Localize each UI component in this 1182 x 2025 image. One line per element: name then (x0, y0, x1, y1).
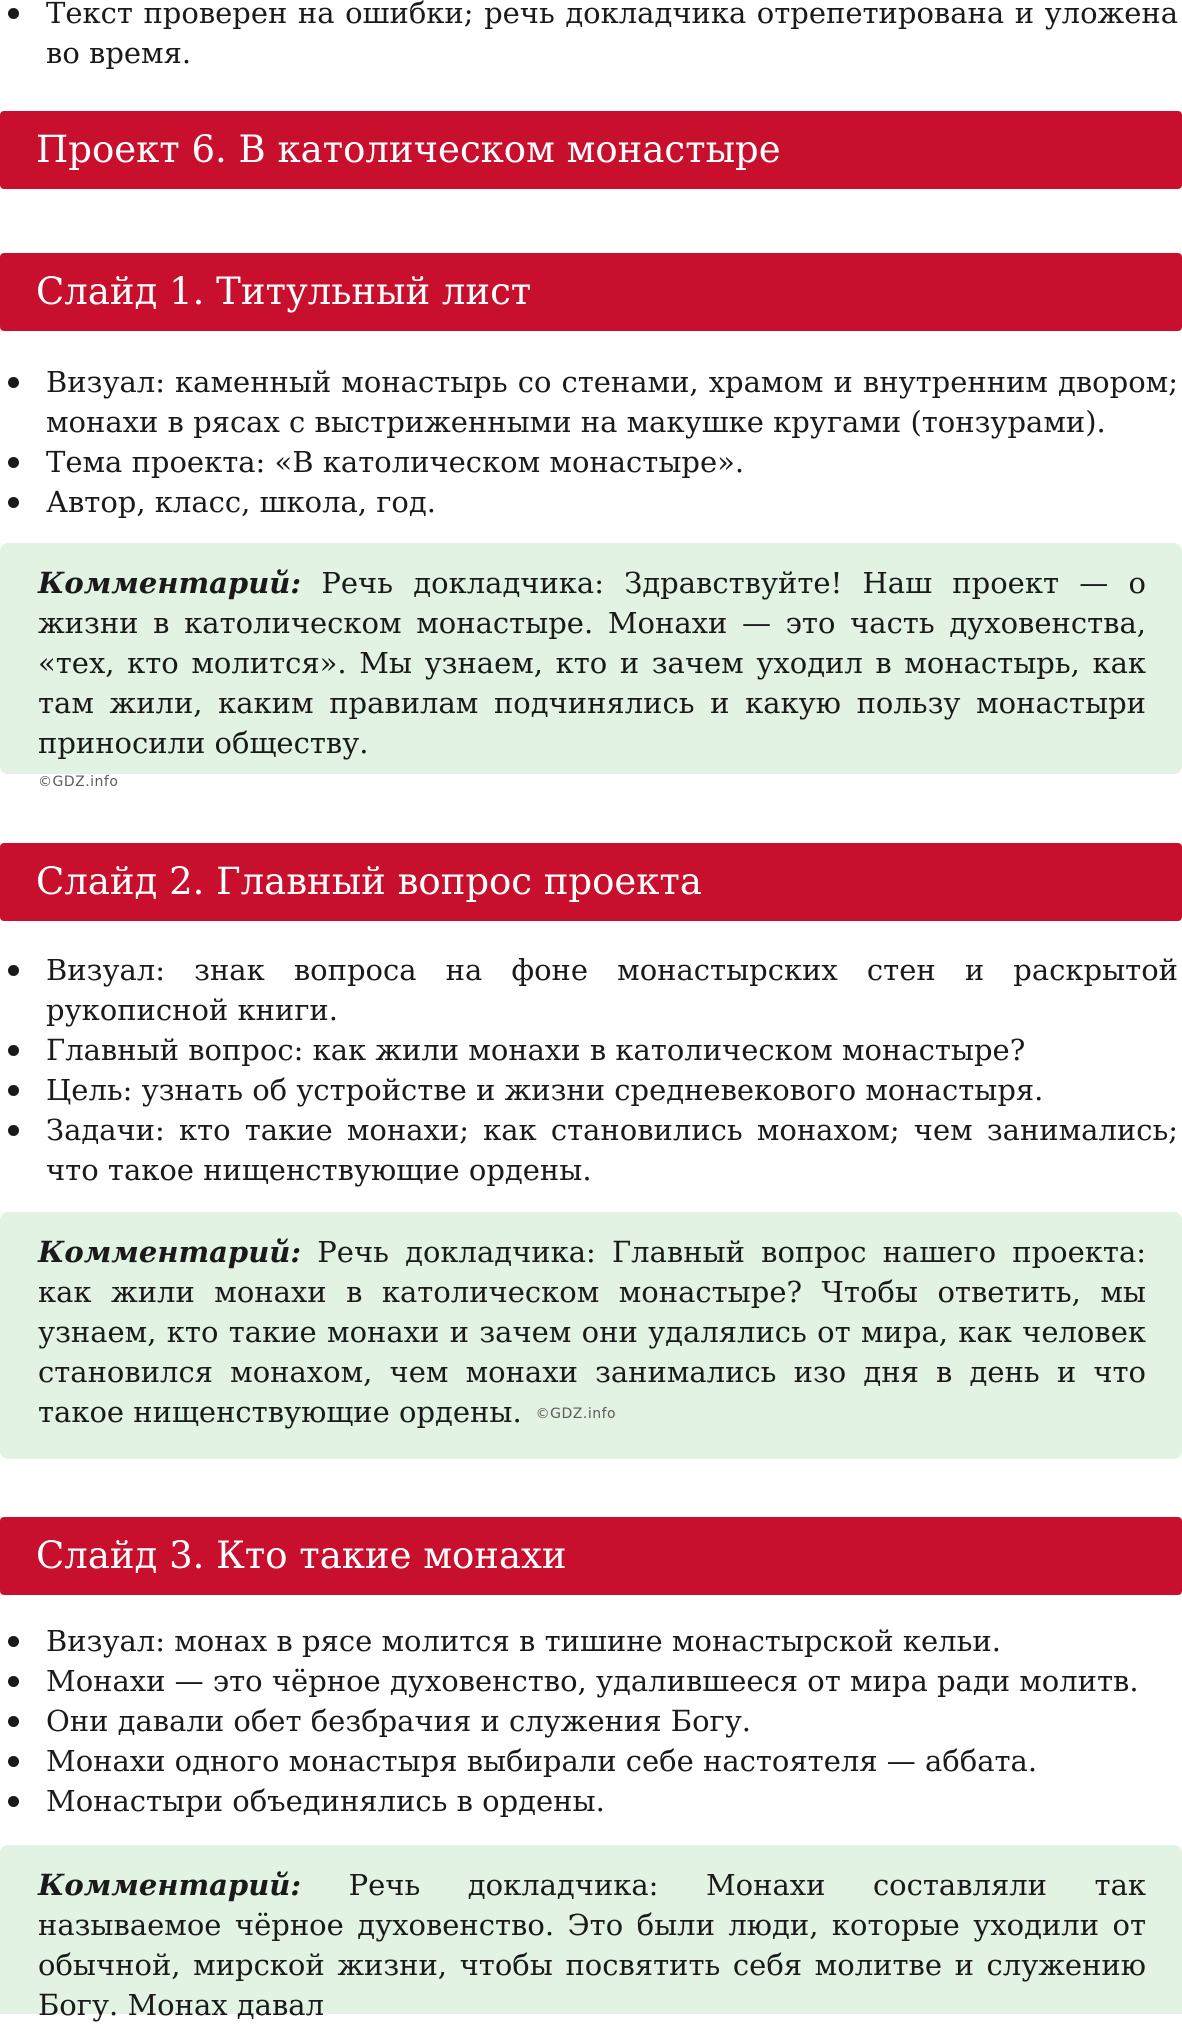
comment-label: Комментарий: (38, 1235, 302, 1269)
bullet-icon (8, 8, 19, 19)
list-item: Монахи — это чёрное духовенство, удалившееся от мира ради молитв. (0, 1661, 1182, 1701)
bullet-icon (8, 1125, 19, 1136)
comment-text: Речь докладчика: Монахи составляли так называемое чёрное духовенство. Это были люди, которые уходили от обычной, мирской жизни, чтобы посвятить себя молитве и служению Богу. Монах давал (38, 1868, 1146, 2022)
list-item: Визуал: монах в рясе молится в тишине монастырской кельи. (0, 1621, 1182, 1661)
slide-1-bullet-list (0, 362, 1182, 522)
list-item: Задачи: кто такие монахи; как становились монахом; чем занимались; что такое нищенствующие ордены. (0, 1110, 1182, 1190)
bullet-icon (8, 1796, 19, 1807)
comment-text: Речь докладчика: Здравствуйте! Наш проект — о жизни в католическом монастыре. Монахи — это часть духовенства, «тех, кто молится». Мы узнаем, кто и зачем уходил в монастырь, как там жили, каким правилам подчинялись и какую пользу монастыри приносили обществу. (38, 566, 1147, 760)
bullet-icon (8, 1636, 19, 1647)
bullet-icon (8, 1045, 19, 1056)
bullet-icon (8, 965, 19, 976)
comment-text: Речь докладчика: Главный вопрос нашего проекта: как жили монахи в католическом монастыре? Чтобы ответить, мы узнаем, кто такие монахи и зачем они удалялись от мира, как человек становился монахом, чем монахи занимались изо дня в день и что такое нищенствующие ордены. (38, 1235, 1147, 1429)
list-item: Цель: узнать об устройстве и жизни средневекового монастыря. (0, 1070, 1182, 1110)
list-item: Они давали обет безбрачия и служения Богу. (0, 1701, 1182, 1741)
bullet-icon (8, 1676, 19, 1687)
bullet-icon (8, 1085, 19, 1096)
gdz-watermark: ©GDZ.info (535, 1406, 617, 1422)
slide-2-title-banner: Слайд 2. Главный вопрос проекта (0, 843, 1182, 921)
bullet-icon (8, 457, 19, 468)
slide-2-comment-box (0, 1212, 1182, 1459)
list-item: Монастыри объединялись в ордены. (0, 1781, 1182, 1821)
slide-1-comment-box (0, 543, 1182, 790)
slide-1-title-banner: Слайд 1. Титульный лист (0, 253, 1182, 331)
list-item: Визуал: каменный монастырь со стенами, храмом и внутренним двором; монахи в рясах с выстриженными на макушке кругами (тонзурами). (0, 362, 1182, 442)
slide-3-bullet-list (0, 1621, 1182, 1821)
list-item: Монахи одного монастыря выбирали себе настоятеля — аббата. (0, 1741, 1182, 1781)
bullet-icon (8, 377, 19, 388)
list-item: Главный вопрос: как жили монахи в католическом монастыре? (0, 1030, 1182, 1070)
slide-3-title-banner: Слайд 3. Кто такие монахи (0, 1517, 1182, 1595)
list-item: Визуал: знак вопроса на фоне монастырских стен и раскрытой рукописной книги. (0, 950, 1182, 1030)
bullet-icon (8, 1716, 19, 1727)
bullet-icon (8, 1756, 19, 1767)
list-item: Текст проверен на ошибки; речь докладчика отрепетирована и уложена во время. (0, 0, 1182, 73)
comment-label: Комментарий: (38, 566, 302, 600)
slide-2-bullet-list (0, 950, 1182, 1190)
project-title-banner: Проект 6. В католическом монастыре (0, 111, 1182, 189)
top-bullet-list (0, 0, 1182, 73)
slide-3-comment-box (0, 1845, 1182, 2022)
gdz-watermark: ©GDZ.info (38, 774, 119, 790)
comment-label: Комментарий: (38, 1868, 302, 1902)
list-item: Тема проекта: «В католическом монастыре». (0, 442, 1182, 482)
list-item: Автор, класс, школа, год. (0, 482, 1182, 522)
bullet-icon (8, 497, 19, 508)
